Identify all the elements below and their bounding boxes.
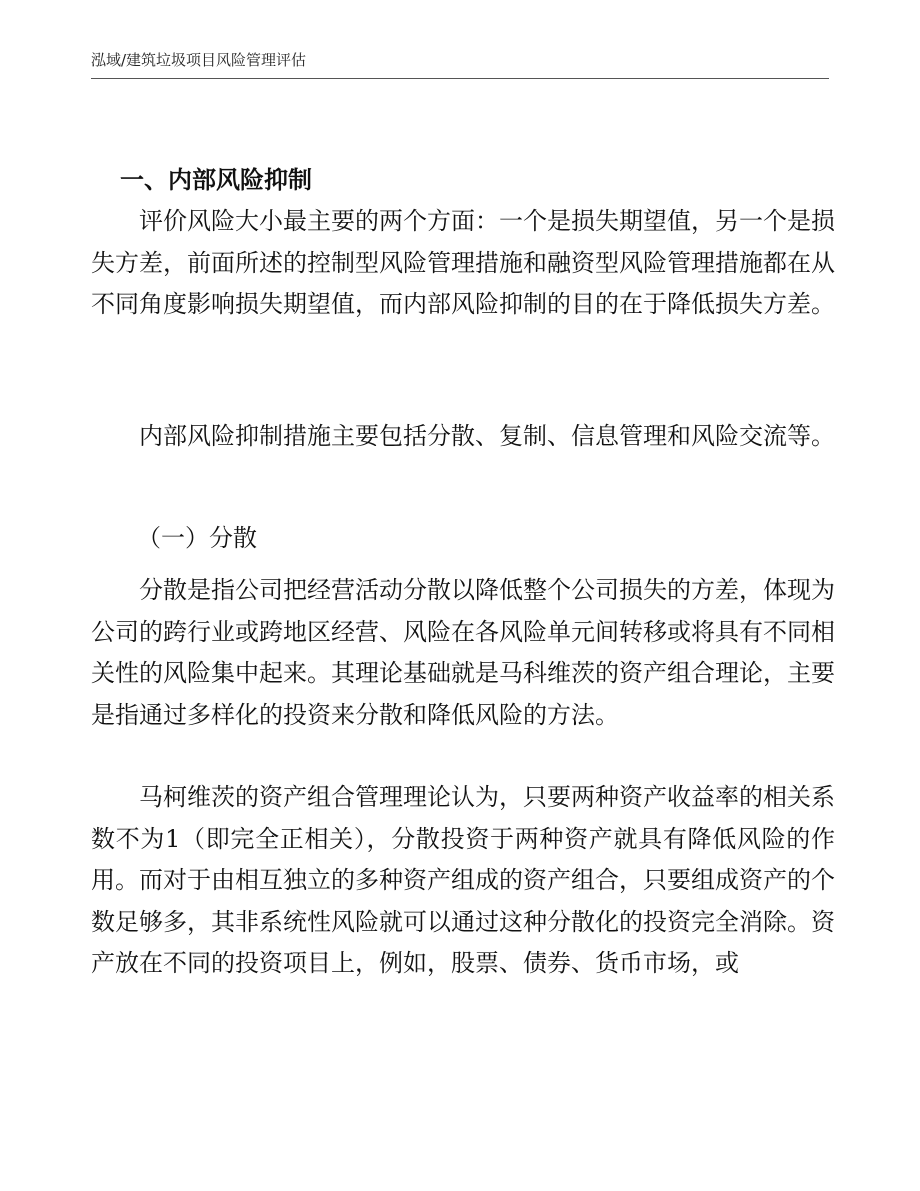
paragraph-markowitz: 马柯维茨的资产组合管理理论认为，只要两种资产收益率的相关系数不为1（即完全正相关），分散投资于两种资产就具有降低风险的作用。而对于由相互独立的多种资产组成的资产组合，只要组成资产的个数足够多，其非系统性风险就可以通过这种分散化的投资完全消除。资产放在不同的投资项目上，例如，股票、债券、货币市场，或	[91, 783, 835, 977]
running-header: 泓域/建筑垃圾项目风险管理评估	[91, 51, 307, 69]
paragraph-diversification: 分散是指公司把经营活动分散以降低整个公司损失的方差，体现为公司的跨行业或跨地区经营、风险在各风险单元间转移或将具有不同相关性的风险集中起来。其理论基础就是马科维茨的资产组合理论，主要是指通过多样化的投资来分散和降低风险的方法。	[91, 576, 835, 729]
header-divider	[91, 78, 829, 79]
section-heading: 一、内部风险抑制	[120, 166, 312, 194]
paragraph-risk-measures: 评价风险大小最主要的两个方面：一个是损失期望值，另一个是损失方差，前面所述的控制型风险管理措施和融资型风险管理措施都在从不同角度影响损失期望值，而内部风险抑制的目的在于降低损失方差。	[91, 207, 835, 318]
subsection-heading: （一）分散	[137, 524, 257, 552]
paragraph-internal-measures: 内部风险抑制措施主要包括分散、复制、信息管理和风险交流等。	[139, 422, 835, 450]
